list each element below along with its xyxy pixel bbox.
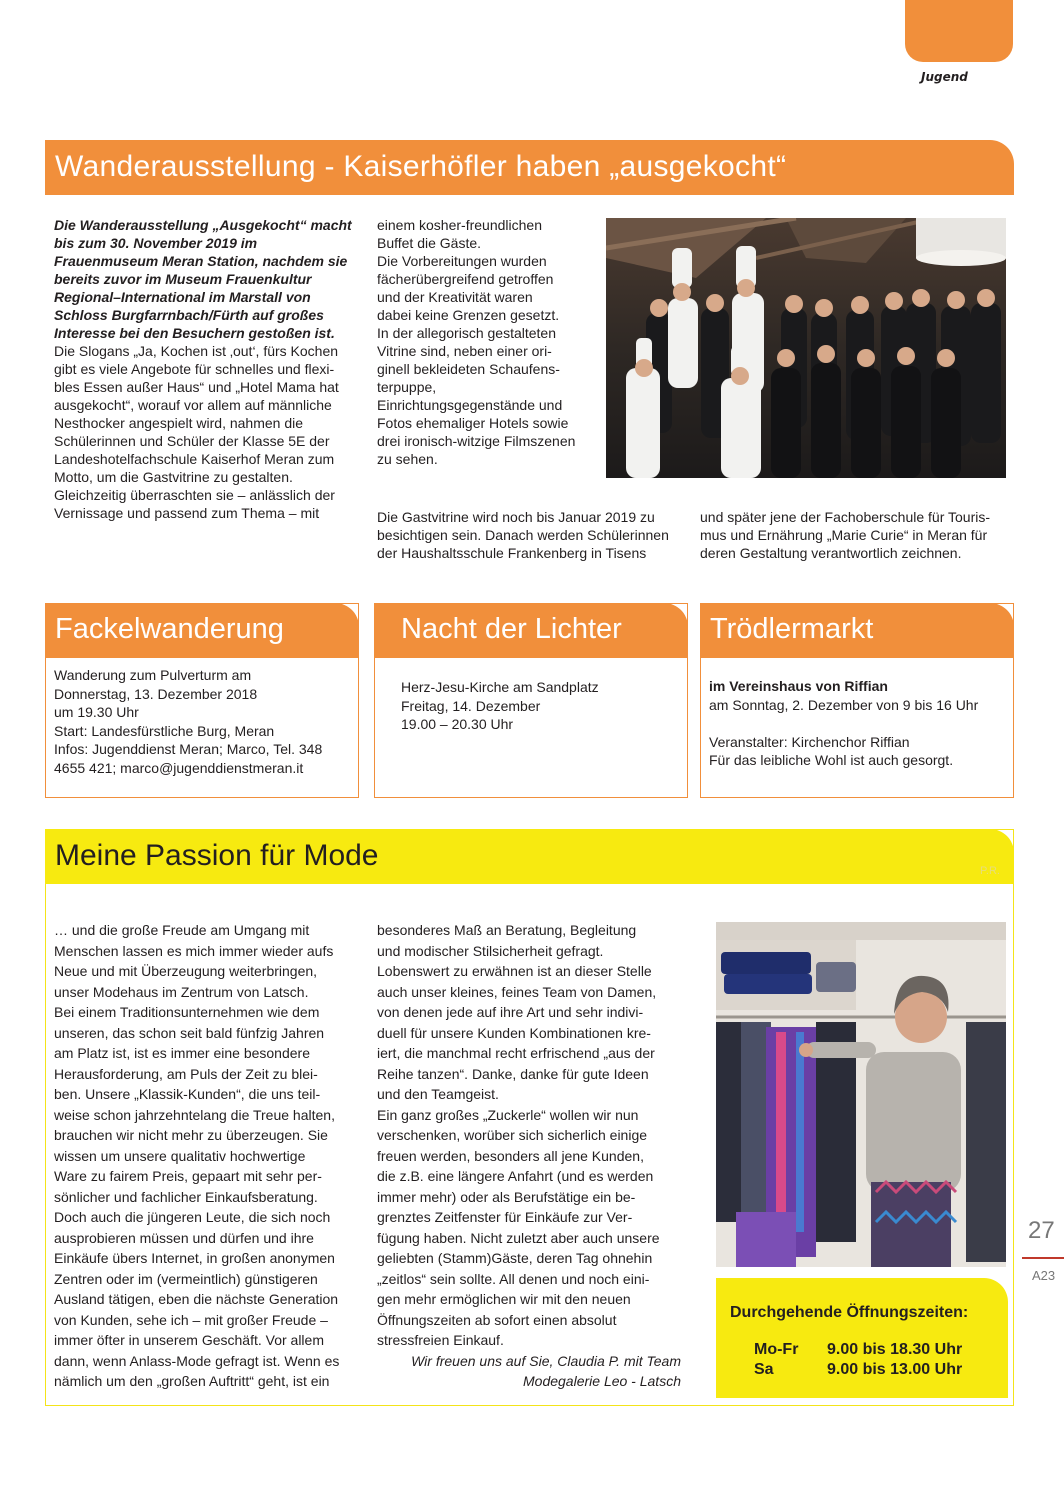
article-intro: Die Wanderausstellung „Ausgekocht“ macht bis zum 30. November 2019 im Frauenmuseum Meran Station, nachdem sie bereits zuvor im Museum Frauenkultur Regional–International im Marstall von Schloss Burgfarrnbach/Fürth auf großes Interesse bei den Besuchern gestoßen ist. xyxy=(54,217,352,341)
page-code: A23 xyxy=(1032,1268,1056,1283)
event-box-troedlermarkt xyxy=(700,603,1014,798)
event-title: Fackelwanderung xyxy=(45,603,359,658)
opening-hours-table xyxy=(754,1340,962,1380)
advertorial-column-1: … und die große Freude am Umgang mit Menschen lassen es mich immer wieder aufs Neue und mit Überzeugung weiterbringen, unser Modehaus im Zentrum von Latsch. Bei einem Traditionsunternehmen wie dem unseren, das schon seit bald fünfzig Jahren am Platz ist, ist es immer eine besondere Herausforderung, am Puls der Zeit zu blei- ben. Unsere „Klassik-Kunden“, die uns teil- weise schon jahrzehntelang die Treue halten, brauchen wir nicht mehr zu überzeugen. Sie wissen um unsere qualitativ hochwertige Ware zu fairem Preis, gepaart mit sehr per- sönlicher und fachlicher Einkaufsberatung. Doch auch die jüngeren Leute, die sich noch ausprobieren müssen und dürfen und ihre Einkäufe übers Internet, in großen anonymen Zentren oder im (vermeintlich) günstigeren Ausland tätigen, eben die nächste Generation von Kunden, sehe ich – mit großer Freude – immer öfter in unserem Geschäft. Vor allem dann, wenn Anlass-Mode gefragt ist. Wenn es nämlich um den „großen Auftritt“ geht, ist ein xyxy=(54,922,340,1389)
page-number: 27 xyxy=(1028,1217,1055,1244)
hours-row: Mo-Fr 9.00 bis 18.30 Uhr xyxy=(754,1341,963,1358)
article-column-2: einem kosher-freundlichen Buffet die Gäste. Die Vorbereitungen wurden fächerübergreifend getroffen und der Kreativität waren dabei keine Grenzen gesetzt. In der allegorisch gestalteten Vitrine sind, neben einer ori- ginell bekleideten Schaufens- terpuppe, Einrichtungsgegenstände und Fotos ehemaliger Hotels sowie drei ironisch-witzige Filmszenen zu sehen. xyxy=(377,217,576,467)
opening-hours-title: Durchgehende Öffnungszeiten: xyxy=(730,1304,969,1321)
signature: Wir freuen uns auf Sie, Claudia P. mit Team Modegalerie Leo - Latsch xyxy=(411,1352,681,1389)
event-title: Trödlermarkt xyxy=(700,603,1014,658)
article-body: Die Slogans „Ja, Kochen ist ‚out‘, fürs Kochen gibt es viele Angebote für schnelles und flexi- bles Essen außer Haus“ und „Hotel Mama hat ausgekocht“, worauf vor allem auf männliche Nesthocker angespielt wird, nahmen die Schülerinnen und Schüler der Klasse 5E der Landeshotelfachschule Kaiserhof Meran zum Motto, um die Gastvitrine zu gestalten. Gleichzeitig überraschten sie – anlässlich der Vernissage und passend zum Thema – mit xyxy=(54,343,339,521)
hours-row: Sa 9.00 bis 13.00 Uhr xyxy=(754,1361,963,1378)
opening-hours-panel xyxy=(716,1278,1008,1398)
section-label: Jugend xyxy=(921,70,968,84)
boutique-photo xyxy=(716,922,1006,1267)
group-photo xyxy=(606,218,1006,478)
article-column-2-bottom: Die Gastvitrine wird noch bis Januar 2019 zu besichtigen sein. Danach werden Schülerinnen der Haushaltsschule Frankenberg in Tisens xyxy=(377,509,669,561)
advertorial-title: Meine Passion für Mode xyxy=(45,829,1014,884)
article-title: Wanderausstellung - Kaiserhöfler haben „ausgekocht“ xyxy=(45,140,1014,195)
event-title: Nacht der Lichter xyxy=(374,603,688,658)
event-details: Herz-Jesu-Kirche am Sandplatz Freitag, 14. Dezember 19.00 – 20.30 Uhr xyxy=(401,679,599,732)
event-box-fackelwanderung xyxy=(45,603,359,798)
article-column-1 xyxy=(54,216,364,522)
article-column-3-bottom: und später jene der Fachoberschule für Touris- mus und Ernährung „Marie Curie“ in Meran für deren Gestaltung verantwortlich zeichnen. xyxy=(700,509,991,561)
event-details: Wanderung zum Pulverturm am Donnerstag, 13. Dezember 2018 um 19.30 Uhr Start: Landesfürstliche Burg, Meran Infos: Jugenddienst Meran; Marco, Tel. 348 4655 421; marco@jugenddienstmeran.it xyxy=(54,667,323,776)
event-box-nacht-der-lichter xyxy=(374,603,688,798)
event-details: im Vereinshaus von Riffian am Sonntag, 2. Dezember von 9 bis 16 Uhr Veranstalter: Kirchenchor Riffian Für das leibliche Wohl ist auch gesorgt. xyxy=(709,678,979,768)
advertorial-column-2: besonderes Maß an Beratung, Begleitung und modischer Stilsicherheit gefragt. Lobenswert zu erwähnen ist an dieser Stelle auch unser kleines, feines Team von Damen, von denen jede auf ihre Art und sehr indivi- duell für unsere Kunden Kombinationen kre- iert, die manchmal recht erfrischend „aus der Reihe tanzen“. Danke, danke für gute Ideen und den Teamgeist. Ein ganz großes „Zuckerle“ wollen wir nun verschenken, worüber sich sicherlich einige freuen werden, besonders all jene Kunden, die z.B. eine längere Anfahrt (und es werden immer mehr) oder als Berufstätige ein be- grenztes Zeitfenster für Einkäufe zur Ver- fügung haben. Nicht zuletzt aber auch unsere geliebten (Stamm)Gäste, deren Tag ohnehin „zeitlos“ sein sollte. All denen und noch eini- gen mehr ermöglichen wir mit den neuen Öffnungszeiten ab sofort einen absolut stressfreien Einkauf. Wir freuen uns auf Sie, Claudia P. mit Team Modegalerie Leo - Latsch xyxy=(377,920,687,1392)
pr-tag: P.R. xyxy=(980,865,1000,877)
section-tab xyxy=(905,0,1013,62)
page-number-rule xyxy=(1022,1257,1064,1259)
